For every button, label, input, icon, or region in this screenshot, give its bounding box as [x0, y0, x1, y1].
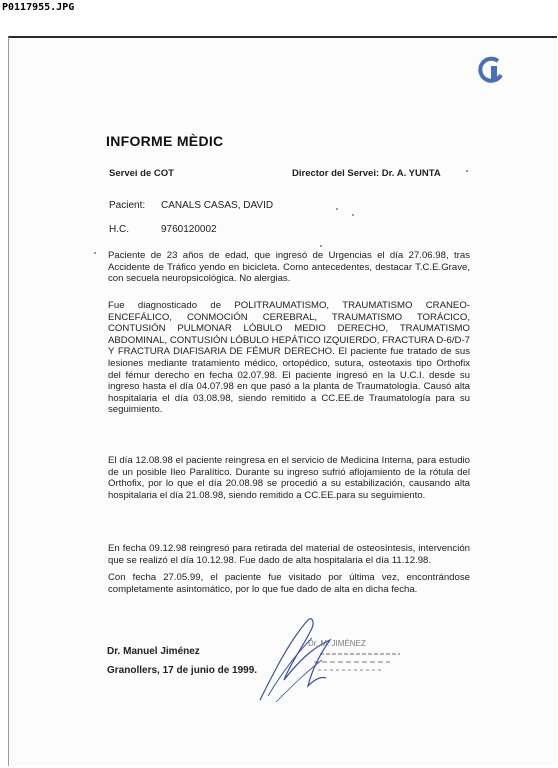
handwritten-signature [250, 600, 360, 710]
signatory-name: Dr. Manuel Jiménez [107, 646, 200, 657]
image-filename: P0117955.JPG [2, 2, 75, 13]
hospital-logo-icon [476, 55, 506, 85]
place-and-date: Granollers, 17 de junio de 1999. [107, 665, 258, 676]
scan-speck [336, 208, 338, 210]
patient-name: CANALS CASAS, DAVID [161, 200, 274, 211]
paragraph-diagnosis: Fue diagnosticado de POLITRAUMATISMO, TRAUMATISMO CRANEO-ENCEFÁLICO, CONMOCIÓN CEREBRAL, TRAUMATISMO TORÁCICO, CONTUSIÓN PULMONAR LÓBULO MEDIO DERECHO, TRAUMATISMO ABDOMINAL, CONTUSIÓN LÓBULO HEPÁTICO IZQUIERDO, FRACTURA D-6/D-7 Y FRACTURA DIAFISARIA DE FÉMUR DERECHO. El paciente fue tratado de sus lesiones mediante tratamiento médico, ortopédico, sutura, osteotaxis tipo Orthofix del fémur derecho en fecha 02.07.98. El paciente ingresó en la U.C.I. desde su ingreso hasta el día 04.07.98 en que pasó a la planta de Traumatología. Causó alta hospitalaria el día 03.08.98, siendo remitido a CC.EE.de Traumatología para su seguimiento. [108, 300, 470, 416]
patient-label: Pacient: [109, 200, 146, 211]
scan-speck [466, 170, 468, 172]
scan-speck [352, 214, 354, 216]
service-name: Servei de COT [109, 168, 174, 179]
paragraph-admission: Paciente de 23 años de edad, que ingresó de Urgencias el día 27.06.98, tras Accidente de Tráfico yendo en bicicleta. Como antecedentes, destacar T.C.E.Grave, con secuela neuropsicológica. No alergias. [108, 250, 470, 285]
scan-speck [94, 252, 96, 254]
service-director: Director del Servei: Dr. A. YUNTA [292, 168, 441, 179]
stamp-text: Dr. M. JIMÉNEZ [308, 639, 366, 648]
paragraph-readmission: El día 12.08.98 el paciente reingresa en el servicio de Medicina Interna, para estudio de un posible Ileo Paralítico. Durante su ingreso sufrió aflojamiento de la rótula del Orthofix, por lo que el día 20.08.98 se procedió a su estabilización, causando alta hospitalaria el día 21.08.98, siendo remitido a CC.EE.para su seguimiento. [108, 455, 470, 501]
hc-label: H.C. [109, 224, 129, 235]
scan-speck [320, 245, 322, 247]
document-title: INFORME MÈDIC [106, 133, 224, 149]
paragraph-osteosynthesis: En fecha 09.12.98 reingresó para retirada del material de osteosíntesis, intervención que se realizó el día 10.12.98. Fue dado de alta hospitalaria el día 11.12.98. [108, 543, 470, 566]
hc-number: 9760120002 [161, 224, 217, 235]
paragraph-final-visit: Con fecha 27.05.99, el paciente fue visitado por última vez, encontrándose completamente asintomático, por lo que fue dado de alta en dicha fecha. [108, 572, 470, 595]
